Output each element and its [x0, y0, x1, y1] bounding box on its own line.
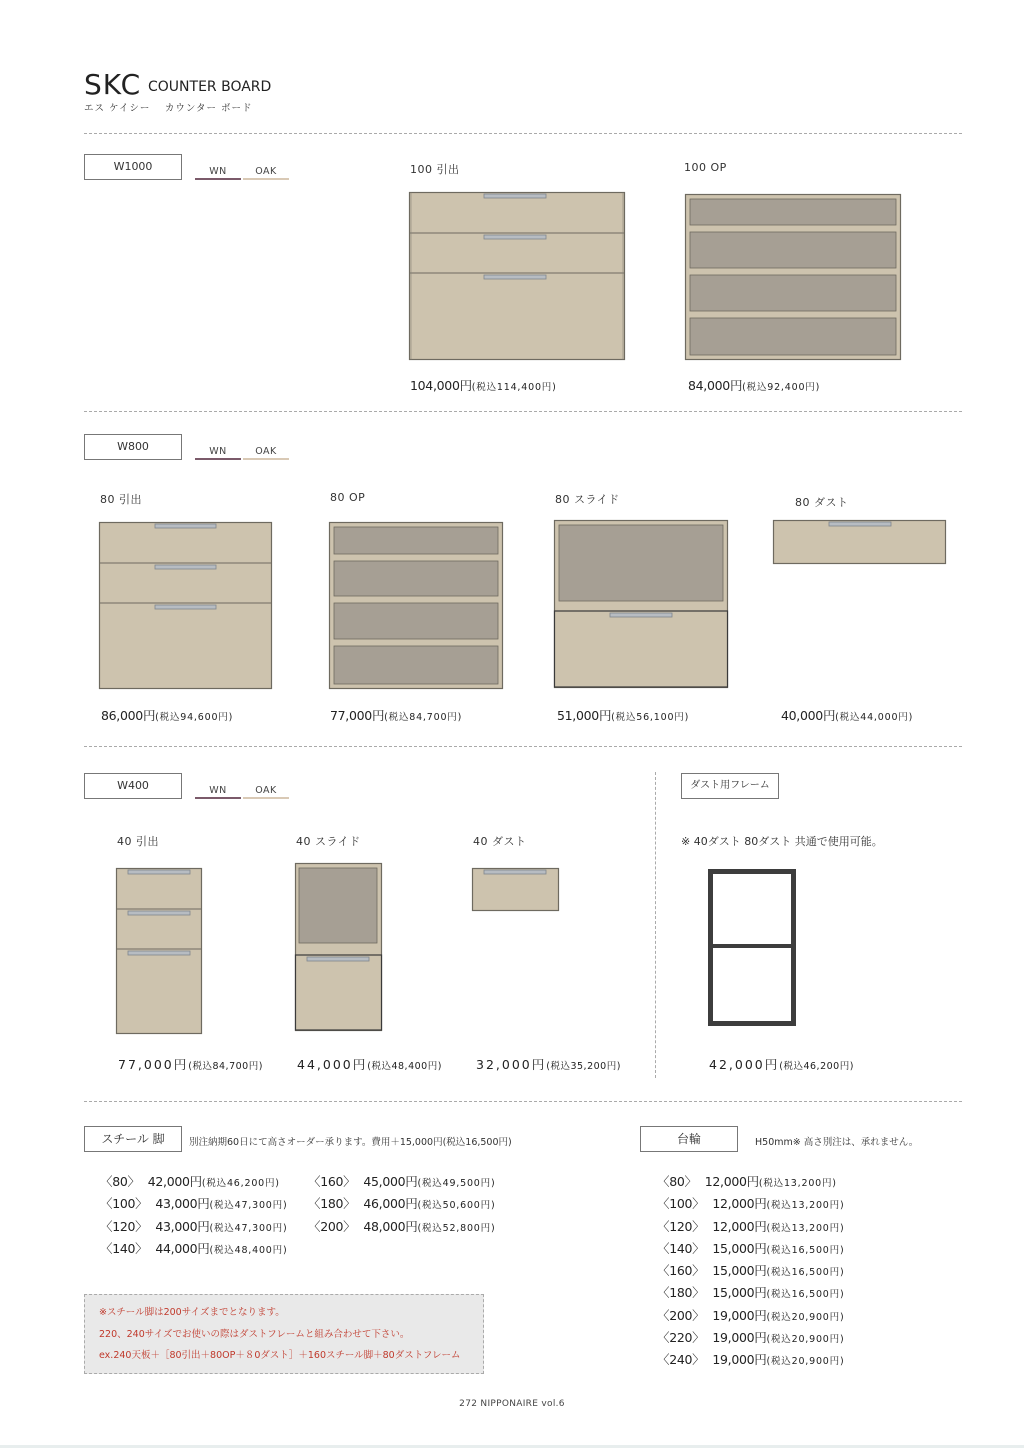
item-price: 51,000円(税込56,100円) — [557, 708, 690, 723]
cabinet-80-dust-drawing — [773, 520, 946, 564]
warning-line: ※スチール脚は200サイズまでとなります。 — [99, 1307, 285, 1318]
price-row: 〈120〉 12,000円(税込13,200円) — [657, 1218, 845, 1234]
page-footer: 272 NIPPONAIRE vol.6 — [459, 1399, 565, 1409]
cabinet-80-slide-drawing — [554, 520, 728, 688]
cabinet-40-slide-drawing — [295, 863, 382, 1031]
page-subtitle: COUNTER BOARD — [148, 79, 272, 95]
steel-legs-list-1 — [100, 1172, 287, 1261]
item-price: 77,000円(税込84,700円) — [118, 1057, 263, 1072]
cabinet-100-drawer-drawing — [409, 192, 625, 360]
casters-list — [657, 1172, 844, 1373]
price-row: 〈240〉 19,000円(税込20,900円) — [657, 1352, 845, 1368]
dust-frame-tag: ダスト用フレーム — [681, 773, 779, 799]
price-row: 〈120〉 43,000円(税込47,300円) — [100, 1218, 288, 1234]
item-price: 86,000円(税込94,600円) — [101, 708, 234, 723]
dust-frame-drawing — [708, 869, 796, 1026]
price-row: 〈160〉 45,000円(税込49,500円) — [308, 1174, 496, 1189]
item-label: 40 スライド — [296, 835, 361, 848]
price-row: 〈180〉 15,000円(税込16,500円) — [657, 1285, 845, 1301]
price-row: 〈80〉 12,000円(税込13,200円) — [657, 1174, 837, 1189]
divider — [84, 746, 962, 747]
page-title: SKC — [84, 68, 142, 101]
item-label: 80 OP — [330, 491, 366, 504]
steel-legs-note: 別注納期60日にて高さオーダー承ります。費用＋15,000円(税込16,500円) — [189, 1137, 512, 1148]
dust-frame-price: 42,000円(税込46,200円) — [709, 1057, 854, 1072]
dust-frame-note: ※ 40ダスト 80ダスト 共通で使用可能。 — [681, 835, 883, 848]
warning-line: 220、240サイズでお使いの際はダストフレームと組み合わせて下さい。 — [99, 1328, 410, 1340]
steel-legs-list-2 — [308, 1172, 495, 1239]
finish-oak: OAK — [243, 785, 289, 799]
cabinet-80-open-drawing — [329, 522, 503, 689]
warning-line: ex.240天板＋［80引出＋80OP＋８0ダスト］＋160スチール脚＋80ダストフレーム — [99, 1350, 461, 1361]
casters-tag: 台輪 — [640, 1126, 738, 1152]
item-label: 40 引出 — [117, 835, 159, 848]
item-price: 32,000円(税込35,200円) — [476, 1057, 621, 1072]
price-row: 〈100〉 12,000円(税込13,200円) — [657, 1196, 845, 1212]
price-row: 〈100〉 43,000円(税込47,300円) — [100, 1196, 288, 1212]
item-price: 44,000円(税込48,400円) — [297, 1057, 442, 1072]
cabinet-80-drawer-drawing — [99, 522, 272, 689]
price-row: 〈140〉 44,000円(税込48,400円) — [100, 1240, 288, 1256]
size-tag-w1000: W1000 — [84, 154, 182, 180]
divider — [84, 133, 962, 134]
finish-oak: OAK — [243, 446, 289, 460]
size-tag-w400: W400 — [84, 773, 182, 799]
item-label: 100 OP — [684, 161, 727, 174]
steel-legs-tag: スチール 脚 — [84, 1126, 182, 1152]
price-row: 〈180〉 46,000円(税込50,600円) — [308, 1196, 496, 1212]
price-row: 〈160〉 15,000円(税込16,500円) — [657, 1263, 845, 1279]
cabinet-40-drawer-drawing — [116, 868, 202, 1034]
divider — [84, 411, 962, 412]
finish-wn: WN — [195, 166, 241, 180]
divider — [84, 1101, 962, 1102]
price-row: 〈200〉 48,000円(税込52,800円) — [308, 1218, 496, 1234]
item-label: 80 スライド — [555, 493, 620, 506]
item-price: 104,000円(税込114,400円) — [410, 378, 557, 393]
price-row: 〈80〉 42,000円(税込46,200円) — [100, 1174, 280, 1189]
cabinet-100-open-drawing — [685, 194, 901, 360]
title-kana: エス ケイシー カウンター ボード — [84, 103, 253, 114]
divider-vertical — [655, 772, 656, 1078]
casters-note: H50mm※ 高さ別注は、承れません。 — [755, 1137, 919, 1148]
item-label: 80 ダスト — [795, 496, 849, 509]
finish-wn: WN — [195, 785, 241, 799]
item-label: 100 引出 — [410, 163, 460, 176]
item-price: 77,000円(税込84,700円) — [330, 708, 463, 723]
item-price: 40,000円(税込44,000円) — [781, 708, 914, 723]
warning-box — [84, 1294, 484, 1374]
size-tag-w800: W800 — [84, 434, 182, 460]
finish-oak: OAK — [243, 166, 289, 180]
price-row: 〈140〉 15,000円(税込16,500円) — [657, 1240, 845, 1256]
item-label: 40 ダスト — [473, 835, 527, 848]
item-price: 84,000円(税込92,400円) — [688, 378, 821, 393]
finish-wn: WN — [195, 446, 241, 460]
cabinet-40-dust-drawing — [472, 868, 559, 911]
price-row: 〈220〉 19,000円(税込20,900円) — [657, 1330, 845, 1346]
item-label: 80 引出 — [100, 493, 142, 506]
price-row: 〈200〉 19,000円(税込20,900円) — [657, 1307, 845, 1323]
